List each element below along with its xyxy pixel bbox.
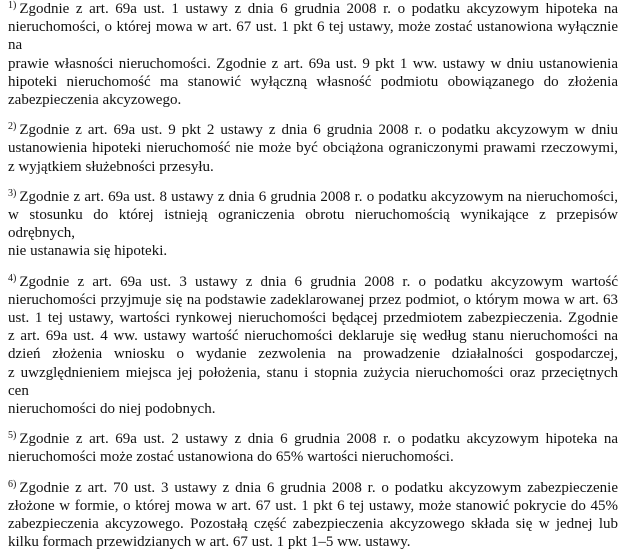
footnote-line: hipoteki nieruchomość ma stanowić wyłączną własność podmiotu obowiązanego do złożenia	[8, 73, 618, 90]
footnote-line: nie ustanawia się hipoteki.	[8, 243, 168, 260]
footnote-4	[8, 273, 618, 419]
footnote-marker: 5)	[8, 430, 17, 442]
footnote-line: $^{1)}$ Zgodnie z art. 69a ust. 1 ustawy z dnia 6 grudnia 2008 r. o podatku akcyzowym hipoteka na	[8, 0, 618, 17]
footnote-line: nieruchomości przyjmuje się na podstawie zadeklarowanej przez podmiot, o którym mowa w art. 63	[8, 291, 618, 308]
footnote-line: z art. 69a ust. 4 ww. ustawy wartość nieruchomości deklaruje się według stanu nieruchomości na	[8, 328, 618, 345]
footnote-3	[8, 188, 618, 261]
footnote-marker: 6)	[8, 478, 17, 490]
footnote-5	[8, 430, 618, 466]
footnote-marker: 3)	[8, 187, 17, 199]
footnote-line: nieruchomości, o której mowa w art. 67 ust. 1 pkt 6 tej ustawy, może zostać ustanowiona wyłącznie na	[8, 19, 618, 54]
footnote-line: $^{3)}$ Zgodnie z art. 69a ust. 8 ustawy z dnia 6 grudnia 2008 r. o podatku akcyzowym na nieruchomości,	[8, 187, 618, 205]
footnote-line: ust. 1 tej ustawy, wartości rynkowej nieruchomości będącej przedmiotem zabezpieczenia. Zgodnie	[8, 310, 618, 327]
footnote-line: dzień złożenia wniosku o wydanie zezwolenia na prowadzenie działalności gospodarczej,	[8, 346, 618, 363]
footnote-line: zabezpieczenia akcyzowego.	[8, 92, 182, 109]
footnote-line: ustanowienia hipoteki nieruchomość nie może być obciążona ograniczonymi prawami rzeczowymi,	[8, 140, 618, 157]
footnote-line: nieruchomości może zostać ustanowiona do 65% wartości nieruchomości.	[8, 449, 454, 466]
footnote-line: z wyjątkiem służebności przesyłu.	[8, 158, 214, 175]
footnote-line: w stosunku do której istnieją ograniczenia obrotu nieruchomością wynikające z przepisów odrębnych,	[8, 207, 618, 242]
footnote-line: kilku formach przewidzianych w art. 67 ust. 1 pkt 1–5 ww. ustawy.	[8, 534, 411, 551]
footnote-2	[8, 121, 618, 176]
footnote-line: z uwzględnieniem miejsca jej położenia, stanu i stopnia zużycia nieruchomości oraz przeciętnych cen	[8, 364, 618, 399]
footnote-line: prawie własności nieruchomości. Zgodnie z art. 69a ust. 9 pkt 1 ww. ustawy w dniu ustanowienia	[8, 55, 618, 72]
footnote-marker: 2)	[8, 121, 17, 133]
footnote-line: $^{4)}$ Zgodnie z art. 69a ust. 3 ustawy z dnia 6 grudnia 2008 r. o podatku akcyzowym wartość	[8, 272, 618, 290]
footnote-line: nieruchomości do niej podobnych.	[8, 401, 216, 418]
footnote-6	[8, 479, 618, 551]
footnote-1	[8, 0, 618, 109]
footnote-line: $^{5)}$ Zgodnie z art. 69a ust. 2 ustawy z dnia 6 grudnia 2008 r. o podatku akcyzowym hipoteka na	[8, 430, 618, 448]
footnote-marker: 1)	[8, 0, 17, 11]
footnote-marker: 4)	[8, 272, 17, 284]
footnote-line: złożone w formie, o której mowa w art. 67 ust. 1 pkt 6 tej ustawy, może stanowić pokrycie do 45%	[8, 497, 618, 514]
footnote-line: $^{2)}$ Zgodnie z art. 69a ust. 9 pkt 2 ustawy z dnia 6 grudnia 2008 r. o podatku akcyzowym w dniu	[8, 121, 618, 139]
footnote-line: $^{6)}$ Zgodnie z art. 70 ust. 3 ustawy z dnia 6 grudnia 2008 r. o podatku akcyzowym zabezpieczenie	[8, 478, 618, 496]
footnote-line: zabezpieczenia akcyzowego. Pozostałą część zabezpieczenia akcyzowego składa się w jednej lub	[8, 516, 618, 533]
footnotes-document	[8, 0, 618, 551]
